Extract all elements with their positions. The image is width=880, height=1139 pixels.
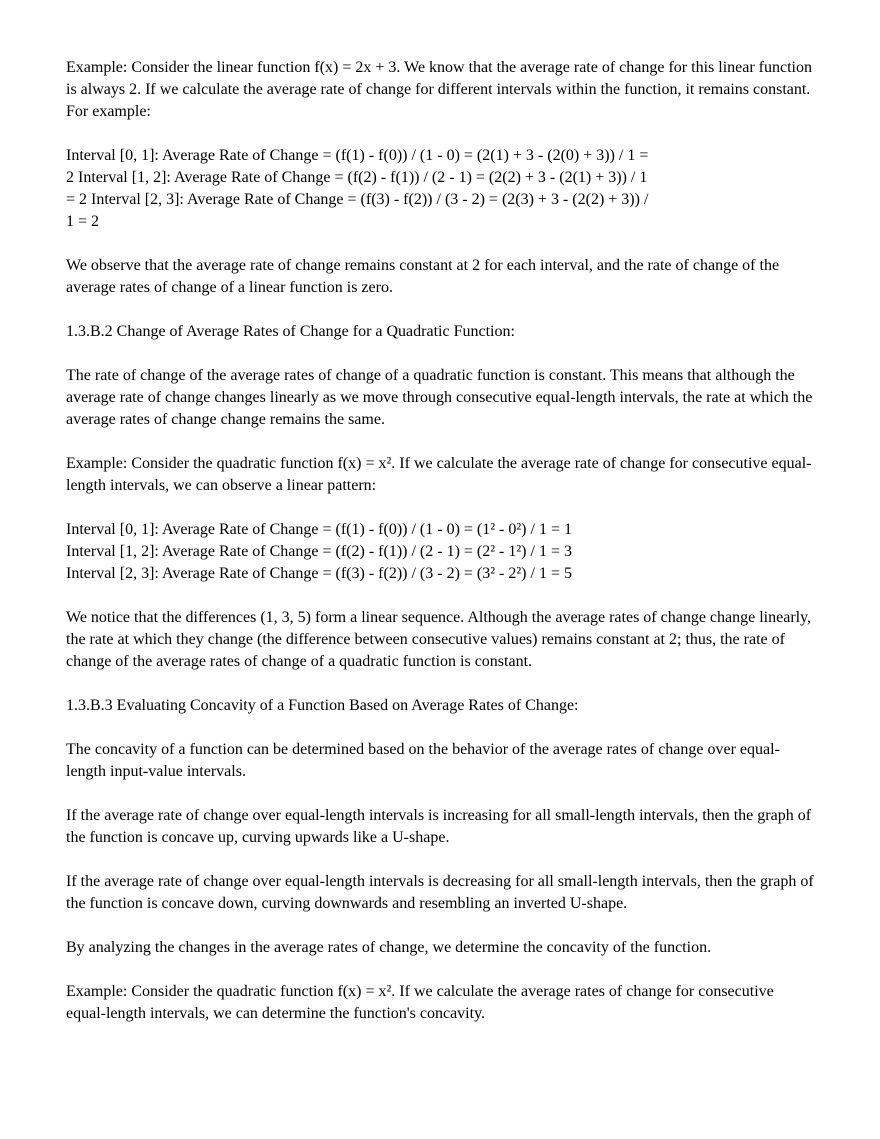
paragraph-concavity-analysis: By analyzing the changes in the average rates of change, we determine the concavity of the function. [66,939,712,956]
paragraph-concavity-example: Example: Consider the quadratic function f(x) = x². If we calculate the average rates of change for consecutive equal-length intervals, we can determine the function's concavity. [66,983,774,1022]
paragraph-linear-function-example: Example: Consider the linear function f(x) = 2x + 3. We know that the average rate of change for this linear function is always 2. If we calculate the average rate of change for different intervals within the function, it remains constant. For example: [66,59,812,120]
paragraph-quadratic-example-intro: Example: Consider the quadratic function f(x) = x². If we calculate the average rate of change for consecutive equal-length intervals, we can observe a linear pattern: [66,455,812,494]
paragraph-concavity-intro: The concavity of a function can be determined based on the behavior of the average rates of change over equal-length input-value intervals. [66,741,780,780]
paragraph-quadratic-observation: We notice that the differences (1, 3, 5) form a linear sequence. Although the average rates of change change linearly, the rate at which they change (the difference between consecutive values) remains constant at 2; thus, the rate of change of the average rates of change of a quadratic function is constant. [66,609,812,670]
heading-section-1-3-b-3: 1.3.B.3 Evaluating Concavity of a Function Based on Average Rates of Change: [66,697,579,714]
paragraph-linear-observation: We observe that the average rate of change remains constant at 2 for each interval, and the rate of change of the average rates of change of a linear function is zero. [66,257,780,296]
quadratic-interval-line: Interval [0, 1]: Average Rate of Change = (f(1) - f(0)) / (1 - 0) = (1² - 0²) / 1 = 1 [66,521,572,538]
paragraph-quadratic-rate-constant: The rate of change of the average rates of change of a quadratic function is constant. This means that although the average rate of change changes linearly as we move through consecutive equal-length intervals, the rate at which the average rates of change change remains the same. [66,367,813,428]
linear-interval-line: 2 Interval [1, 2]: Average Rate of Change = (f(2) - f(1)) / (2 - 1) = (2(2) + 3 - (2(1) + 3)) / 1 [66,169,648,186]
quadratic-intervals-calculation [66,519,816,585]
linear-intervals-calculation [66,145,816,233]
linear-interval-line: Interval [0, 1]: Average Rate of Change = (f(1) - f(0)) / (1 - 0) = (2(1) + 3 - (2(0) + 3)) / 1 = [66,147,649,164]
linear-interval-line: = 2 Interval [2, 3]: Average Rate of Change = (f(3) - f(2)) / (3 - 2) = (2(3) + 3 - (2(2) + 3)) / [66,191,649,208]
quadratic-interval-line: Interval [1, 2]: Average Rate of Change = (f(2) - f(1)) / (2 - 1) = (2² - 1²) / 1 = 3 [66,543,572,560]
paragraph-concave-up: If the average rate of change over equal-length intervals is increasing for all small-length intervals, then the graph of the function is concave up, curving upwards like a U-shape. [66,807,812,846]
heading-section-1-3-b-2: 1.3.B.2 Change of Average Rates of Change for a Quadratic Function: [66,323,515,340]
paragraph-concave-down: If the average rate of change over equal-length intervals is decreasing for all small-length intervals, then the graph of the function is concave down, curving downwards and resembling an inverted U-shape. [66,873,814,912]
quadratic-interval-line: Interval [2, 3]: Average Rate of Change = (f(3) - f(2)) / (3 - 2) = (3² - 2²) / 1 = 5 [66,565,572,582]
linear-interval-line: 1 = 2 [66,213,100,230]
